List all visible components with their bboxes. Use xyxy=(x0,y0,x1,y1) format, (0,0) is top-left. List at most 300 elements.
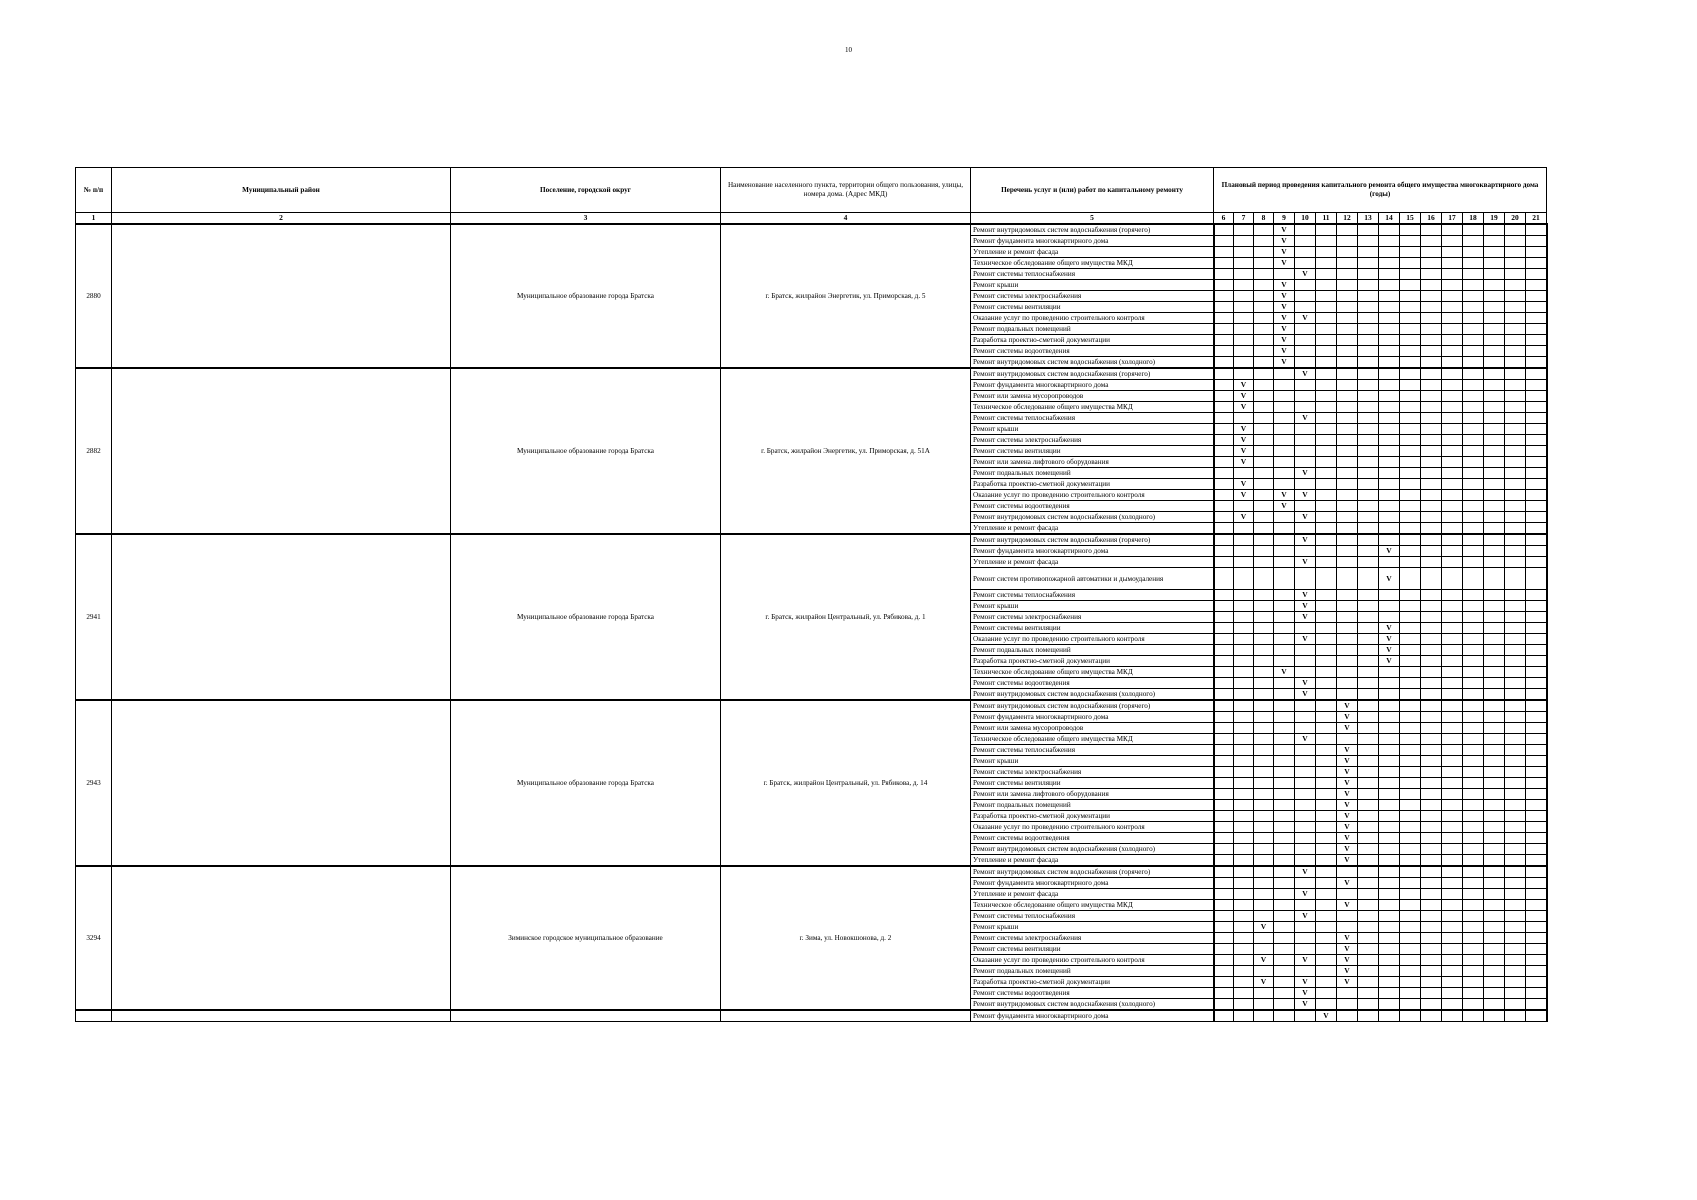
year-cell xyxy=(1214,402,1234,413)
year-cell xyxy=(1463,523,1484,535)
year-mark: V xyxy=(1379,546,1400,557)
year-cell xyxy=(1484,346,1505,357)
year-cell xyxy=(1274,424,1295,435)
year-mark: V xyxy=(1295,612,1316,623)
year-cell xyxy=(1463,501,1484,512)
year-cell xyxy=(1358,368,1379,380)
work-name: Ремонт внутридомовых систем водоснабжения (холодного) xyxy=(971,689,1214,701)
year-cell xyxy=(1214,866,1234,878)
year-cell xyxy=(1254,623,1274,634)
year-cell xyxy=(1214,988,1234,999)
year-cell xyxy=(1295,391,1316,402)
year-cell xyxy=(1214,479,1234,490)
year-cell xyxy=(1484,866,1505,878)
year-cell xyxy=(1505,756,1526,767)
year-mark: V xyxy=(1234,380,1254,391)
work-name: Ремонт крыши xyxy=(971,756,1214,767)
year-cell xyxy=(1254,335,1274,346)
year-cell xyxy=(1421,678,1442,689)
year-cell xyxy=(1254,479,1274,490)
year-cell xyxy=(1337,534,1358,546)
year-cell xyxy=(1254,490,1274,501)
year-cell xyxy=(1421,258,1442,269)
year-cell xyxy=(1400,889,1421,900)
work-name: Ремонт или замена лифтового оборудования xyxy=(971,457,1214,468)
year-cell xyxy=(1505,723,1526,734)
year-cell xyxy=(1442,224,1463,236)
year-cell xyxy=(1234,911,1254,922)
year-cell xyxy=(1274,402,1295,413)
year-cell xyxy=(1234,944,1254,955)
year-cell xyxy=(1526,999,1547,1011)
year-cell xyxy=(1337,479,1358,490)
column-number: 2 xyxy=(112,213,451,225)
year-cell xyxy=(1442,999,1463,1011)
year-cell xyxy=(1316,789,1337,800)
year-cell xyxy=(1214,811,1234,822)
year-cell xyxy=(1379,734,1400,745)
year-cell xyxy=(1234,756,1254,767)
year-cell xyxy=(1463,313,1484,324)
year-cell xyxy=(1379,534,1400,546)
year-cell xyxy=(1358,557,1379,568)
year-cell xyxy=(1358,933,1379,944)
year-cell xyxy=(1337,889,1358,900)
work-name: Ремонт крыши xyxy=(971,922,1214,933)
year-cell xyxy=(1337,645,1358,656)
year-cell xyxy=(1463,291,1484,302)
year-mark: V xyxy=(1337,833,1358,844)
year-cell xyxy=(1379,236,1400,247)
year-cell xyxy=(1484,501,1505,512)
year-cell xyxy=(1526,944,1547,955)
year-cell xyxy=(1274,977,1295,988)
year-cell xyxy=(1505,612,1526,623)
year-cell xyxy=(1295,446,1316,457)
year-cell xyxy=(1463,734,1484,745)
year-cell xyxy=(1442,767,1463,778)
year-mark: V xyxy=(1295,911,1316,922)
work-name: Ремонт крыши xyxy=(971,280,1214,291)
year-cell xyxy=(1421,800,1442,811)
year-cell xyxy=(1400,789,1421,800)
year-cell xyxy=(1337,689,1358,701)
year-cell xyxy=(1421,479,1442,490)
work-name: Ремонт подвальных помещений xyxy=(971,966,1214,977)
year-cell xyxy=(1421,291,1442,302)
year-cell xyxy=(1234,844,1254,855)
year-cell xyxy=(1442,391,1463,402)
year-mark: V xyxy=(1295,269,1316,280)
year-cell xyxy=(1463,822,1484,833)
year-cell xyxy=(1316,568,1337,590)
year-cell xyxy=(1505,623,1526,634)
work-name: Оказание услуг по проведению строительного контроля xyxy=(971,490,1214,501)
year-mark: V xyxy=(1295,977,1316,988)
record-settlement: Муниципальное образование города Братска xyxy=(451,534,721,700)
year-cell xyxy=(1358,712,1379,723)
year-cell xyxy=(1379,368,1400,380)
year-cell xyxy=(1484,391,1505,402)
year-cell xyxy=(1234,258,1254,269)
year-cell xyxy=(1505,745,1526,756)
year-cell xyxy=(1274,855,1295,867)
year-cell xyxy=(1526,534,1547,546)
year-cell xyxy=(1442,269,1463,280)
year-cell xyxy=(1254,944,1274,955)
year-cell xyxy=(1234,224,1254,236)
year-cell xyxy=(1379,878,1400,889)
year-cell xyxy=(1358,523,1379,535)
year-cell xyxy=(1316,324,1337,335)
year-cell xyxy=(1463,944,1484,955)
year-cell xyxy=(1505,689,1526,701)
year-cell xyxy=(1234,324,1254,335)
column-number: 15 xyxy=(1400,213,1421,225)
year-cell xyxy=(1316,844,1337,855)
year-cell xyxy=(1421,700,1442,712)
year-cell xyxy=(1505,413,1526,424)
work-name: Ремонт фундамента многоквартирного дома xyxy=(971,236,1214,247)
year-cell xyxy=(1484,944,1505,955)
year-cell xyxy=(1442,889,1463,900)
year-mark: V xyxy=(1295,889,1316,900)
year-cell xyxy=(1463,866,1484,878)
year-cell xyxy=(1526,247,1547,258)
year-cell xyxy=(1316,302,1337,313)
year-cell xyxy=(1463,900,1484,911)
work-name: Ремонт системы теплоснабжения xyxy=(971,413,1214,424)
year-cell xyxy=(1505,878,1526,889)
year-cell xyxy=(1337,501,1358,512)
year-cell xyxy=(1505,247,1526,258)
year-cell xyxy=(1254,601,1274,612)
year-mark: V xyxy=(1295,999,1316,1011)
year-cell xyxy=(1505,280,1526,291)
year-cell xyxy=(1484,712,1505,723)
year-mark: V xyxy=(1274,335,1295,346)
year-cell xyxy=(1379,933,1400,944)
year-cell xyxy=(1379,313,1400,324)
year-cell xyxy=(1421,712,1442,723)
work-name: Ремонт внутридомовых систем водоснабжения (горячего) xyxy=(971,534,1214,546)
year-cell xyxy=(1442,667,1463,678)
year-cell xyxy=(1400,302,1421,313)
work-name: Утепление и ремонт фасада xyxy=(971,855,1214,867)
year-cell xyxy=(1316,391,1337,402)
year-cell xyxy=(1442,590,1463,601)
column-number: 6 xyxy=(1214,213,1234,225)
year-cell xyxy=(1421,313,1442,324)
year-cell xyxy=(1358,258,1379,269)
year-cell xyxy=(1463,269,1484,280)
work-name: Ремонт внутридомовых систем водоснабжения (холодного) xyxy=(971,357,1214,369)
year-cell xyxy=(1316,224,1337,236)
year-cell xyxy=(1526,236,1547,247)
year-cell xyxy=(1358,457,1379,468)
year-cell xyxy=(1316,490,1337,501)
year-cell xyxy=(1484,424,1505,435)
year-cell xyxy=(1379,601,1400,612)
year-cell xyxy=(1254,568,1274,590)
year-cell xyxy=(1358,678,1379,689)
year-cell xyxy=(1526,712,1547,723)
year-cell xyxy=(1234,789,1254,800)
year-cell xyxy=(1400,291,1421,302)
year-cell xyxy=(1421,634,1442,645)
year-cell xyxy=(1400,767,1421,778)
year-cell xyxy=(1505,424,1526,435)
year-cell xyxy=(1526,988,1547,999)
year-cell xyxy=(1421,911,1442,922)
year-cell xyxy=(1421,900,1442,911)
year-mark: V xyxy=(1274,490,1295,501)
work-name: Ремонт внутридомовых систем водоснабжения (горячего) xyxy=(971,700,1214,712)
record-settlement: Муниципальное образование города Братска xyxy=(451,224,721,368)
year-cell xyxy=(1358,922,1379,933)
year-cell xyxy=(1484,601,1505,612)
year-cell xyxy=(1526,258,1547,269)
year-cell xyxy=(1463,236,1484,247)
year-cell xyxy=(1254,811,1274,822)
year-cell xyxy=(1505,634,1526,645)
year-cell xyxy=(1442,357,1463,369)
year-cell xyxy=(1421,324,1442,335)
year-cell xyxy=(1316,800,1337,811)
year-cell xyxy=(1316,523,1337,535)
year-cell xyxy=(1274,878,1295,889)
year-cell xyxy=(1484,457,1505,468)
year-cell xyxy=(1442,656,1463,667)
year-cell xyxy=(1442,811,1463,822)
year-cell xyxy=(1379,955,1400,966)
year-cell xyxy=(1400,966,1421,977)
year-cell xyxy=(1484,977,1505,988)
year-cell xyxy=(1505,712,1526,723)
year-cell xyxy=(1505,457,1526,468)
work-name: Ремонт или замена лифтового оборудования xyxy=(971,789,1214,800)
year-cell xyxy=(1505,435,1526,446)
year-cell xyxy=(1505,224,1526,236)
year-cell xyxy=(1484,269,1505,280)
year-cell xyxy=(1379,269,1400,280)
year-cell xyxy=(1379,922,1400,933)
year-cell xyxy=(1442,955,1463,966)
year-cell xyxy=(1505,922,1526,933)
year-cell xyxy=(1400,457,1421,468)
year-cell xyxy=(1234,833,1254,844)
work-name: Ремонт системы вентиляции xyxy=(971,944,1214,955)
year-cell xyxy=(1358,335,1379,346)
year-cell xyxy=(1214,380,1234,391)
year-cell xyxy=(1400,324,1421,335)
year-cell xyxy=(1234,922,1254,933)
year-cell xyxy=(1400,723,1421,734)
year-cell xyxy=(1234,236,1254,247)
year-cell xyxy=(1254,933,1274,944)
year-cell xyxy=(1316,955,1337,966)
year-cell xyxy=(1337,446,1358,457)
year-cell xyxy=(1214,424,1234,435)
year-cell xyxy=(1254,435,1274,446)
year-cell xyxy=(1274,811,1295,822)
year-cell xyxy=(1526,490,1547,501)
year-cell xyxy=(1421,391,1442,402)
year-cell xyxy=(1295,811,1316,822)
year-cell xyxy=(1337,523,1358,535)
year-cell xyxy=(1254,557,1274,568)
year-mark: V xyxy=(1379,656,1400,667)
year-cell xyxy=(1337,247,1358,258)
year-cell xyxy=(1234,866,1254,878)
year-cell xyxy=(1316,645,1337,656)
year-cell xyxy=(1214,955,1234,966)
year-cell xyxy=(1214,911,1234,922)
year-cell xyxy=(1442,756,1463,767)
year-cell xyxy=(1400,557,1421,568)
year-cell xyxy=(1484,667,1505,678)
column-number: 12 xyxy=(1337,213,1358,225)
column-number: 21 xyxy=(1526,213,1547,225)
year-cell xyxy=(1316,866,1337,878)
year-cell xyxy=(1421,767,1442,778)
year-cell xyxy=(1463,391,1484,402)
record-number: 2880 xyxy=(76,224,112,368)
year-cell xyxy=(1526,745,1547,756)
year-cell xyxy=(1421,988,1442,999)
header-district: Муниципальный район xyxy=(112,168,451,213)
year-cell xyxy=(1316,380,1337,391)
year-cell xyxy=(1254,900,1274,911)
year-cell xyxy=(1526,855,1547,867)
year-cell xyxy=(1379,689,1400,701)
year-cell xyxy=(1526,667,1547,678)
year-cell xyxy=(1421,424,1442,435)
year-cell xyxy=(1400,734,1421,745)
year-cell xyxy=(1421,977,1442,988)
year-cell xyxy=(1234,745,1254,756)
year-cell xyxy=(1214,878,1234,889)
year-cell xyxy=(1379,247,1400,258)
year-cell xyxy=(1295,457,1316,468)
work-name: Техническое обследование общего имущества МКД xyxy=(971,900,1214,911)
year-cell xyxy=(1442,368,1463,380)
year-cell xyxy=(1400,933,1421,944)
year-cell xyxy=(1358,546,1379,557)
year-cell xyxy=(1526,501,1547,512)
year-cell xyxy=(1379,357,1400,369)
year-cell xyxy=(1214,977,1234,988)
year-cell xyxy=(1379,424,1400,435)
year-cell xyxy=(1214,612,1234,623)
year-cell xyxy=(1295,402,1316,413)
year-cell xyxy=(1316,291,1337,302)
year-cell xyxy=(1316,988,1337,999)
year-cell xyxy=(1379,280,1400,291)
year-mark: V xyxy=(1379,568,1400,590)
year-cell xyxy=(1442,534,1463,546)
year-cell xyxy=(1484,568,1505,590)
year-cell xyxy=(1234,291,1254,302)
year-cell xyxy=(1234,800,1254,811)
year-cell xyxy=(1214,557,1234,568)
year-cell xyxy=(1484,546,1505,557)
year-cell xyxy=(1484,468,1505,479)
year-cell xyxy=(1358,988,1379,999)
year-mark: V xyxy=(1295,734,1316,745)
capital-repair-table xyxy=(75,167,1548,1022)
year-mark: V xyxy=(1254,922,1274,933)
year-cell xyxy=(1526,269,1547,280)
year-cell xyxy=(1337,1010,1358,1022)
year-cell xyxy=(1379,789,1400,800)
year-cell xyxy=(1295,767,1316,778)
year-cell xyxy=(1379,723,1400,734)
year-cell xyxy=(1379,435,1400,446)
year-mark: V xyxy=(1337,955,1358,966)
year-cell xyxy=(1505,346,1526,357)
year-cell xyxy=(1442,557,1463,568)
year-cell xyxy=(1400,468,1421,479)
year-cell xyxy=(1421,557,1442,568)
year-cell xyxy=(1234,247,1254,258)
year-cell xyxy=(1295,435,1316,446)
year-cell xyxy=(1316,756,1337,767)
year-cell xyxy=(1442,1010,1463,1022)
year-cell xyxy=(1484,734,1505,745)
year-cell xyxy=(1379,457,1400,468)
year-mark: V xyxy=(1295,313,1316,324)
year-cell xyxy=(1421,811,1442,822)
year-cell xyxy=(1505,446,1526,457)
year-mark: V xyxy=(1274,247,1295,258)
year-cell xyxy=(1463,800,1484,811)
year-cell xyxy=(1421,457,1442,468)
column-number: 3 xyxy=(451,213,721,225)
year-cell xyxy=(1358,501,1379,512)
year-cell xyxy=(1316,534,1337,546)
year-mark: V xyxy=(1316,1010,1337,1022)
year-cell xyxy=(1274,446,1295,457)
year-cell xyxy=(1379,557,1400,568)
year-mark: V xyxy=(1274,302,1295,313)
year-cell xyxy=(1337,999,1358,1011)
year-cell xyxy=(1400,955,1421,966)
year-cell xyxy=(1400,523,1421,535)
year-cell xyxy=(1316,889,1337,900)
year-cell xyxy=(1316,346,1337,357)
work-name: Ремонт фундамента многоквартирного дома xyxy=(971,712,1214,723)
year-cell xyxy=(1442,435,1463,446)
year-cell xyxy=(1358,689,1379,701)
year-mark: V xyxy=(1337,778,1358,789)
work-name: Ремонт системы теплоснабжения xyxy=(971,269,1214,280)
year-cell xyxy=(1505,391,1526,402)
year-cell xyxy=(1400,534,1421,546)
work-name: Ремонт фундамента многоквартирного дома xyxy=(971,380,1214,391)
year-cell xyxy=(1254,346,1274,357)
year-cell xyxy=(1316,944,1337,955)
record-number: 2882 xyxy=(76,368,112,534)
year-cell xyxy=(1463,955,1484,966)
year-cell xyxy=(1295,291,1316,302)
year-cell xyxy=(1442,700,1463,712)
year-cell xyxy=(1505,999,1526,1011)
year-cell xyxy=(1214,236,1234,247)
year-cell xyxy=(1274,391,1295,402)
year-cell xyxy=(1379,911,1400,922)
header-row xyxy=(76,168,1547,213)
